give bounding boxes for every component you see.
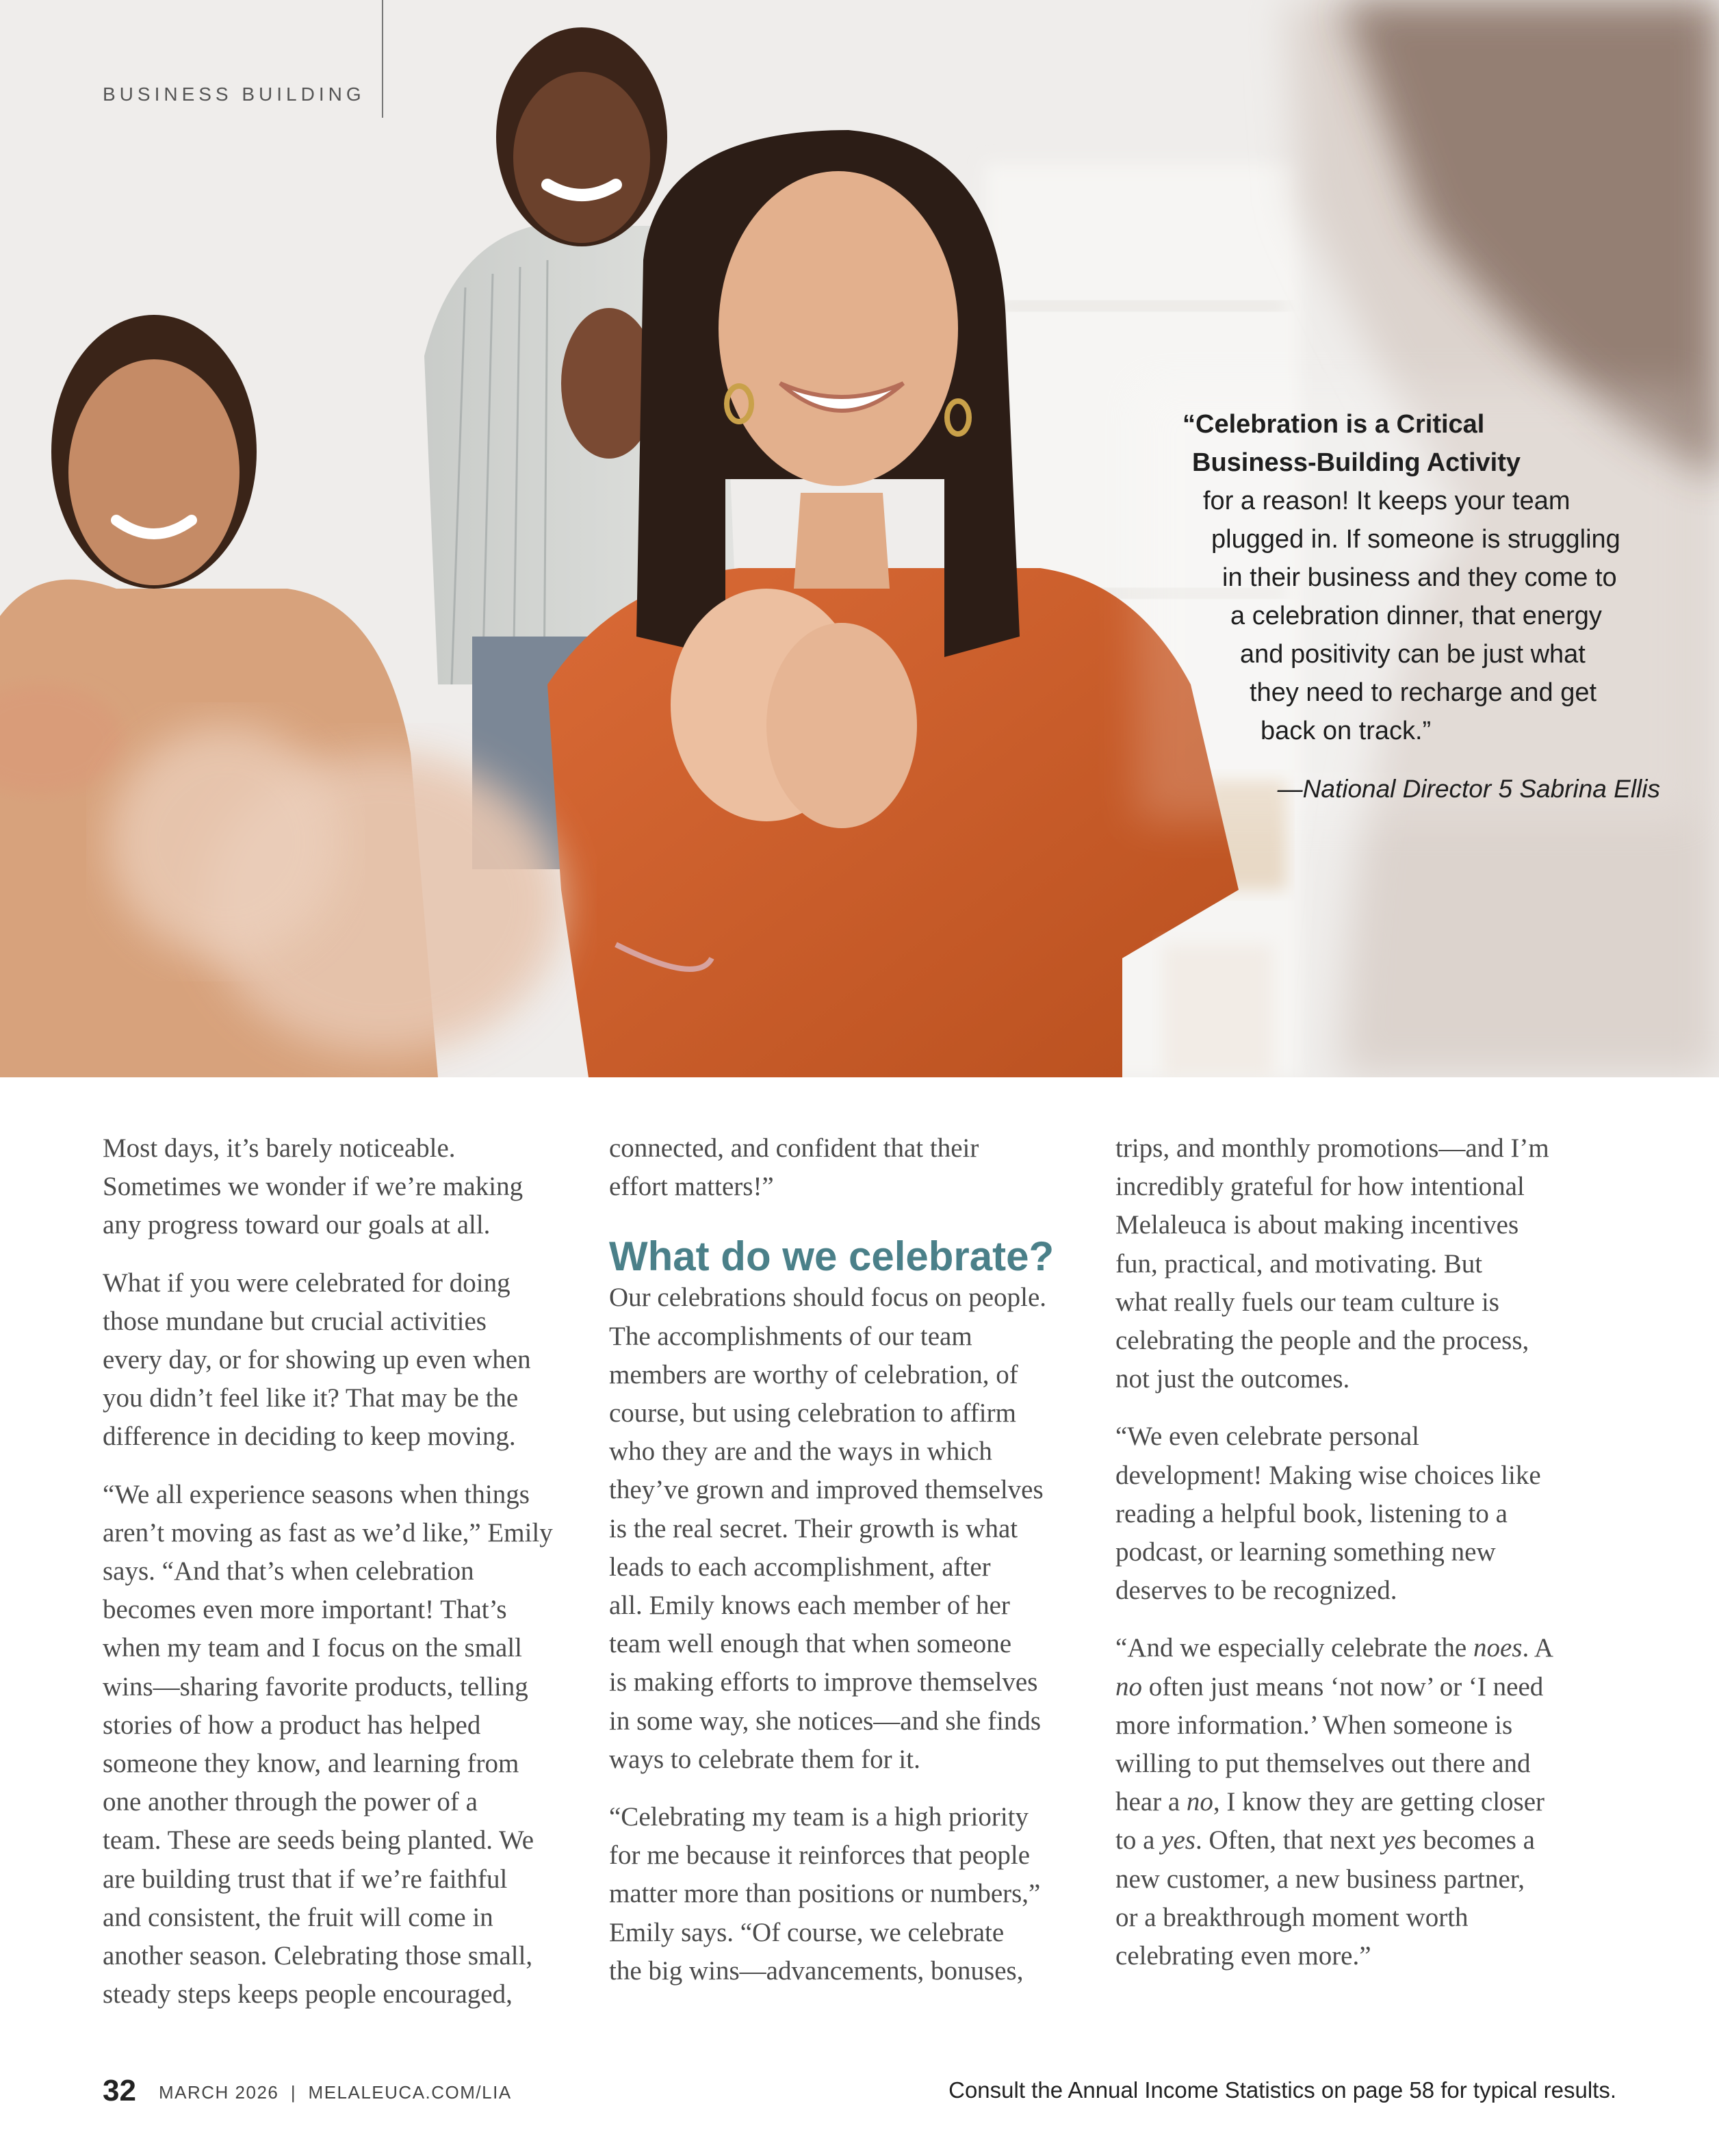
text-run: often just means ‘not now’ or ‘I need <box>1142 1671 1544 1702</box>
text-line <box>1115 1783 1581 1821</box>
text-line: celebrating even more.” <box>1115 1941 1371 1971</box>
text-run: “And we especially celebrate the <box>1115 1633 1473 1663</box>
text-line: “We even celebrate personal <box>1115 1422 1420 1452</box>
text-line: What if you were celebrated for doing <box>103 1268 510 1298</box>
text-line: you didn’t feel like it? That may be the <box>103 1383 519 1413</box>
text-line: Melaleuca is about making incentives <box>1115 1210 1519 1240</box>
text-line: are building trust that if we’re faithful <box>103 1864 508 1894</box>
section-divider <box>382 0 383 118</box>
pull-quote-attribution: —National Director 5 Sabrina Ellis <box>1277 775 1660 803</box>
text-line: one another through the power of a <box>103 1787 478 1817</box>
text-line: difference in deciding to keep moving. <box>103 1422 516 1452</box>
text-line: who they are and the ways in which <box>609 1437 992 1467</box>
paragraph <box>609 1279 1074 1779</box>
text-line: Sometimes we wonder if we’re making <box>103 1172 524 1202</box>
paragraph <box>103 1264 568 1456</box>
text-line: deserves to be recognized. <box>1115 1576 1397 1606</box>
text-line: “We all experience seasons when things <box>103 1479 530 1509</box>
text-line: incredibly grateful for how intentional <box>1115 1172 1525 1202</box>
article-column-3 <box>1115 1129 1581 1994</box>
text-line <box>1115 1668 1581 1706</box>
text-line: the big wins—advancements, bonuses, <box>609 1955 1024 1986</box>
text-line: effort matters!” <box>609 1172 774 1202</box>
paragraph <box>103 1476 568 2014</box>
paragraph <box>1115 1629 1581 1975</box>
text-line: celebrating the people and the process, <box>1115 1326 1529 1356</box>
text-line: “Celebrating my team is a high priority <box>609 1802 1029 1832</box>
text-line: in some way, she notices—and she finds <box>609 1706 1042 1736</box>
pull-quote-line: a celebration dinner, that energy <box>1230 602 1602 630</box>
text-line: wins—sharing favorite products, telling <box>103 1671 528 1702</box>
text-line: leads to each accomplishment, after <box>609 1552 991 1582</box>
pull-quote-line: back on track.” <box>1261 717 1432 745</box>
pull-quote-line: for a reason! It keeps your team <box>1203 487 1571 515</box>
pull-quote-line: Business-Building Activity <box>1192 448 1521 477</box>
page-number: 32 <box>103 2074 136 2107</box>
text-line: what really fuels our team culture is <box>1115 1287 1499 1317</box>
text-line: The accomplishments of our team <box>609 1321 972 1351</box>
text-line: is making efforts to improve themselves <box>609 1667 1038 1697</box>
text-line: reading a helpful book, listening to a <box>1115 1498 1508 1528</box>
text-line <box>1115 1821 1581 1860</box>
pull-quote-line: they need to recharge and get <box>1250 678 1597 707</box>
text-line: fun, practical, and motivating. But <box>1115 1248 1483 1279</box>
emphasis: no <box>1115 1671 1142 1702</box>
paragraph <box>609 1129 1074 1206</box>
text-line: becomes even more important! That’s <box>103 1595 507 1625</box>
text-line: stories of how a product has helped <box>103 1710 481 1740</box>
paragraph <box>103 1129 568 1245</box>
text-line: matter more than positions or numbers,” <box>609 1879 1041 1909</box>
text-line: when my team and I focus on the small <box>103 1633 523 1663</box>
text-line: not just the outcomes. <box>1115 1364 1350 1394</box>
paragraph <box>609 1798 1074 1990</box>
hero-photo <box>0 0 1719 1077</box>
text-line: willing to put themselves out there and <box>1115 1749 1531 1779</box>
text-line <box>1115 1629 1581 1667</box>
text-line: another season. Celebrating those small, <box>103 1941 533 1971</box>
text-line: every day, or for showing up even when <box>103 1345 531 1375</box>
text-line: members are worthy of celebration, of <box>609 1359 1018 1389</box>
text-run: . Often, that next <box>1195 1825 1382 1856</box>
text-line: team well enough that when someone <box>609 1629 1012 1659</box>
text-line: for me because it reinforces that people <box>609 1840 1031 1871</box>
text-line: Emily says. “Of course, we celebrate <box>609 1917 1005 1947</box>
article-column-1 <box>103 1129 568 2033</box>
text-line: course, but using celebration to affirm <box>609 1398 1016 1428</box>
text-line: they’ve grown and improved themselves <box>609 1475 1044 1505</box>
emphasis: no <box>1186 1787 1213 1817</box>
text-line: team. These are seeds being planted. We <box>103 1825 534 1856</box>
text-line: or a breakthrough moment worth <box>1115 1902 1469 1932</box>
article-column-2 <box>609 1129 1074 2010</box>
pull-quote-line: “Celebration is a Critical <box>1182 410 1485 439</box>
text-run: becomes a <box>1416 1825 1535 1856</box>
emphasis: noes <box>1473 1633 1523 1663</box>
text-line: any progress toward our goals at all. <box>103 1210 491 1240</box>
text-line: aren’t moving as fast as we’d like,” Emily <box>103 1517 553 1548</box>
text-line: Our celebrations should focus on people. <box>609 1283 1047 1313</box>
text-line: someone they know, and learning from <box>103 1749 519 1779</box>
text-line: is the real secret. Their growth is what <box>609 1513 1018 1543</box>
text-line: development! Making wise choices like <box>1115 1460 1541 1490</box>
pull-quote-line: in their business and they come to <box>1222 563 1617 592</box>
emphasis: yes <box>1161 1825 1195 1856</box>
text-line: says. “And that’s when celebration <box>103 1556 474 1587</box>
text-run: to a <box>1115 1825 1162 1856</box>
text-line: all. Emily knows each member of her <box>609 1591 1010 1621</box>
text-line: Most days, it’s barely noticeable. <box>103 1133 456 1163</box>
text-line: ways to celebrate them for it. <box>609 1744 920 1774</box>
text-line: and consistent, the fruit will come in <box>103 1902 493 1932</box>
text-line: podcast, or learning something new <box>1115 1537 1496 1567</box>
section-label: BUSINESS BUILDING <box>103 84 365 105</box>
pull-quote-line: and positivity can be just what <box>1240 640 1586 669</box>
paragraph <box>1115 1417 1581 1610</box>
text-line: more information.’ When someone is <box>1115 1710 1513 1740</box>
text-run: hear a <box>1115 1787 1187 1817</box>
text-run: , I know they are getting closer <box>1213 1787 1545 1817</box>
text-line: steady steps keeps people encouraged, <box>103 1979 513 2010</box>
text-line: trips, and monthly promotions—and I’m <box>1115 1133 1549 1163</box>
text-run: . A <box>1522 1633 1553 1663</box>
folio: MARCH 2026 | MELALEUCA.COM/LIA <box>159 2082 512 2103</box>
text-line: those mundane but crucial activities <box>103 1306 487 1336</box>
income-disclaimer: Consult the Annual Income Statistics on page 58 for typical results. <box>948 2077 1616 2103</box>
paragraph <box>1115 1129 1581 1398</box>
section-heading: What do we celebrate? <box>609 1233 1055 1280</box>
text-line: connected, and confident that their <box>609 1133 979 1163</box>
text-line: new customer, a new business partner, <box>1115 1864 1525 1894</box>
emphasis: yes <box>1382 1825 1417 1856</box>
page-footer <box>103 2074 1616 2108</box>
pull-quote-line: plugged in. If someone is struggling <box>1211 525 1620 554</box>
pull-quote <box>1163 405 1683 750</box>
